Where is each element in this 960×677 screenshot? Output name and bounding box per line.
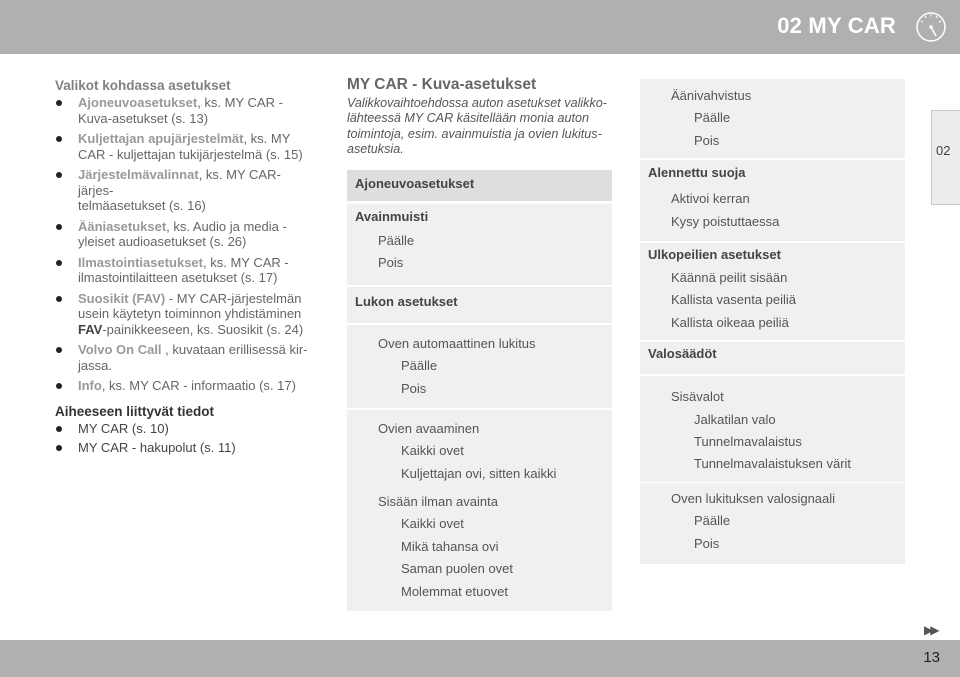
menu-link[interactable]: Järjestelmävalinnat	[78, 167, 199, 182]
ulkopeilien-cell	[640, 241, 905, 340]
setting-title: Sisävalot	[671, 389, 724, 405]
setting-option: Pois	[694, 132, 720, 148]
setting-title: Ulkopeilien asetukset	[648, 246, 781, 262]
list-text: ilmastointilaitteen asetukset (s. 17)	[78, 270, 278, 285]
list-text: CAR - kuljettajan tukijärjestelmä (s. 15)	[78, 146, 303, 162]
list-text: telmäasetukset (s. 16)	[78, 198, 206, 213]
setting-title: Sisään ilman avainta	[378, 494, 498, 509]
list-item	[55, 219, 310, 250]
menu-link[interactable]: Info	[78, 378, 102, 393]
setting-option: Saman puolen ovet	[401, 561, 514, 577]
related-link[interactable]: MY CAR (s. 10)	[55, 421, 310, 437]
list-text: jassa.	[78, 357, 112, 373]
setting-title: Oven lukituksen valosignaali	[671, 491, 836, 506]
setting-option: Pois	[694, 535, 720, 551]
list-item	[55, 255, 310, 286]
setting-title: Äänivahvistus	[671, 88, 752, 103]
setting-title: Alennettu suoja	[648, 165, 746, 181]
intro-line: asetuksia.	[347, 142, 404, 157]
menu-link[interactable]: Volvo On Call	[78, 342, 162, 357]
page-number: 13	[923, 649, 940, 666]
menu-heading: Valikot kohdassa asetukset	[55, 78, 231, 93]
list-item	[55, 378, 310, 394]
list-item	[55, 131, 310, 162]
list-item	[55, 342, 310, 373]
menu-overview	[55, 78, 310, 460]
setting-option: Päälle	[694, 513, 731, 529]
gauge-icon	[915, 11, 947, 43]
section-intro	[347, 96, 612, 158]
chapter-tab-label: 02	[936, 143, 951, 158]
menu-link[interactable]: Kuljettajan apujärjestelmät	[78, 131, 244, 146]
related-list	[55, 421, 310, 456]
page-header	[0, 0, 960, 54]
chapter-tab	[931, 110, 960, 205]
menu-link[interactable]: Ilmastointiasetukset	[78, 254, 203, 270]
list-text: , ks. Audio ja media -	[166, 218, 287, 234]
list-text: - MY CAR-järjestelmän	[165, 290, 302, 306]
table-head: Ajoneuvoasetukset	[347, 170, 612, 202]
section-title: MY CAR - Kuva-asetukset	[347, 76, 537, 93]
setting-option: Pois	[378, 255, 404, 271]
setting-option: Kaikki ovet	[401, 516, 464, 532]
setting-option: Päälle	[694, 110, 731, 126]
settings-table-1	[347, 170, 612, 493]
list-text: , kuvataan erillisessä kir-	[161, 342, 308, 357]
avainmuisti-cell	[347, 202, 612, 285]
list-text: -painikkeeseen, ks. Suosikit (s. 24)	[102, 321, 304, 337]
setting-option: Molemmat etuovet	[401, 583, 508, 599]
page-footer	[0, 640, 960, 677]
list-text: Kuva-asetukset (s. 13)	[78, 110, 209, 126]
setting-option: Päälle	[401, 358, 438, 374]
setting-option: Kaikki ovet	[401, 443, 464, 459]
setting-option: Kuljettajan ovi, sitten kaikki	[401, 465, 557, 481]
related-link[interactable]: MY CAR - hakupolut (s. 11)	[55, 440, 310, 456]
list-text: , ks. MY	[243, 131, 291, 146]
list-text: usein käytetyn toiminnon yhdistäminen	[78, 306, 302, 321]
valosaadot-cell	[640, 340, 905, 374]
double-chevron-right-icon[interactable]: ▶▶	[924, 623, 937, 637]
setting-title: Valosäädöt	[648, 346, 717, 362]
list-text: , ks. MY CAR -	[203, 254, 289, 270]
setting-option: Käännä peilit sisään	[671, 269, 788, 285]
menu-list	[55, 95, 310, 394]
sisavalot-cell	[640, 374, 905, 482]
settings-table-2	[640, 79, 905, 482]
intro-line: lähteessä MY CAR käsitellään monia auton	[347, 111, 589, 126]
setting-title: Lukon asetukset	[355, 293, 458, 309]
setting-option: Mikä tahansa ovi	[401, 538, 499, 554]
intro-line: toimintoja, esim. avainmuistia ja ovien lukitus-	[347, 126, 602, 141]
fav-button-label: FAV	[78, 321, 103, 337]
list-text: , ks. MY CAR - informaatio (s. 17)	[101, 378, 296, 393]
setting-option: Kallista oikeaa peiliä	[671, 314, 789, 330]
related-heading: Aiheeseen liittyvät tiedot	[55, 403, 215, 419]
setting-option: Tunnelmavalaistuksen värit	[694, 456, 852, 472]
setting-option: Päälle	[378, 233, 415, 248]
setting-option: Pois	[401, 380, 427, 396]
list-text: , ks. MY CAR-järjes-	[78, 167, 281, 198]
list-text: , ks. MY CAR -	[197, 95, 283, 110]
setting-title: Oven automaattinen lukitus	[378, 335, 536, 351]
list-item	[55, 95, 310, 126]
intro-line: Valikkovaihtoehdossa auton asetukset valikko-	[347, 96, 607, 110]
setting-option: Kysy poistuttaessa	[671, 213, 780, 229]
oven-lukituksen-valosignaali-cell	[640, 483, 905, 564]
vehicle-settings-section	[347, 76, 612, 158]
ovien-avaaminen-cell	[347, 408, 612, 493]
list-text: yleiset audioasetukset (s. 26)	[78, 234, 247, 249]
list-item	[55, 167, 310, 214]
sisaan-ilman-avainta-cell	[347, 483, 612, 611]
oven-automaattinen-cell	[347, 323, 612, 408]
menu-link[interactable]: Suosikit (FAV)	[78, 290, 166, 306]
alennettu-suoja-cell	[640, 158, 905, 241]
page-title: 02 MY CAR	[777, 13, 896, 38]
lukon-asetukset-cell	[347, 285, 612, 323]
setting-option: Tunnelmavalaistus	[694, 433, 802, 449]
aanivahvistus-cell	[640, 79, 905, 158]
setting-option: Kallista vasenta peiliä	[671, 292, 797, 308]
menu-link[interactable]: Ääniasetukset	[78, 218, 167, 234]
setting-title: Ovien avaaminen	[378, 420, 480, 436]
setting-title: Avainmuisti	[355, 209, 429, 224]
list-item	[55, 291, 310, 338]
setting-option: Jalkatilan valo	[694, 411, 776, 427]
menu-link[interactable]: Ajoneuvoasetukset	[78, 95, 198, 110]
setting-option: Aktivoi kerran	[671, 191, 750, 207]
